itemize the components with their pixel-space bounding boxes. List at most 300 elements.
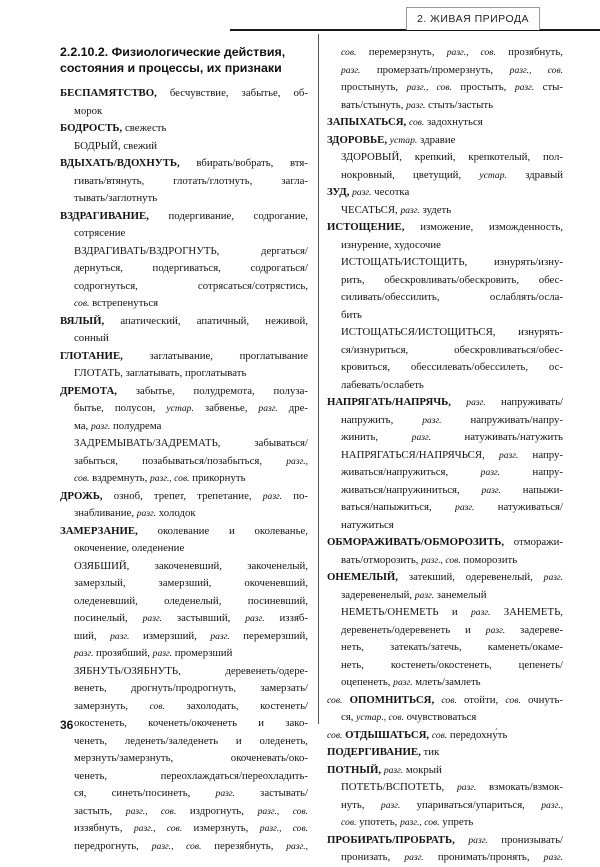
entry-text: сотрясение [74,227,126,239]
dictionary-line [327,97,563,115]
entry-text: поморозить [460,553,518,566]
entry-text: бытье, полусон, [74,402,167,414]
usage-label: разг. [110,630,130,642]
dictionary-line [327,359,563,377]
entry-text: дре- [277,402,308,414]
entry-text: ВЗДРАГИВАТЬ/ВЗДРОГНУТЬ, дергаться/ [74,244,308,257]
entry-text: знабливание, [74,507,137,519]
usage-label: разг. [383,764,404,776]
dictionary-line [327,237,563,255]
dictionary-line [327,779,563,797]
entry-text: мокрый [403,763,442,776]
entry-text: жинить, [341,431,412,443]
usage-label: разг., сов. [259,823,308,834]
entry-text: иззябнуть, [74,822,134,834]
entry-text: гивать/втянуть, глотать/глотнуть, загла- [74,174,308,187]
usage-label: разг. [498,449,519,461]
entry-text: свежесть [122,122,167,134]
entry-text: задереве- [505,623,563,636]
entry-text: измерзший, [129,629,211,642]
dictionary-line [327,814,563,832]
section-title-line-1: 2.2.10.2. Физиологические действия, [60,45,286,59]
dictionary-line [327,342,563,360]
usage-label: разг. [258,403,278,414]
usage-label: разг. [414,589,435,601]
entry-text: напру- [518,448,563,461]
entry-text: забвенье, [193,402,259,414]
dictionary-line [60,365,308,383]
entry-text: задеревенелый, [341,588,415,601]
dictionary-line [60,768,308,786]
entry-text: здравый [506,168,563,181]
entry-text: лабевать/ослабеть [341,378,424,391]
running-head-label: 2. ЖИВАЯ ПРИРОДА [406,7,540,30]
entry-text: деревенеть/одеревенеть и [341,623,486,636]
entry-text: ГЛОТАТЬ, заглатывать, проглатывать [74,367,247,379]
entry-text: изнурение, худосочие [341,238,441,251]
entry-text: вздремнуть, [89,472,150,484]
entry-text: ся, [341,711,357,723]
dictionary-line [60,260,308,278]
dictionary-line [60,523,308,541]
entry-text: зудеть [419,203,452,216]
right-column [327,44,563,867]
headword: ВЯЛЫЙ, [60,314,105,327]
dictionary-line [60,295,308,313]
entry-text: ОЗЯБШИЙ, закоченевший, закоченелый, [74,559,308,572]
entry-text: силивать/обессилить, ослаблять/осла- [341,291,563,303]
headword: ЗАМЕРЗАНИЕ, [60,524,138,537]
usage-label: разг. [152,648,172,659]
entry-text: вать/отморозить, [341,553,422,566]
entry-text: перемерзнуть, [356,46,447,58]
dictionary-line [327,307,563,325]
usage-label: разг., сов. [509,64,563,76]
entry-text: оцепенеть, [341,676,394,688]
dictionary-line [327,149,563,167]
dictionary-line [327,464,563,482]
usage-label: разг. [468,834,488,846]
dictionary-line [327,797,563,815]
page-number: 36 [60,718,74,732]
usage-label: разг., сов. [446,47,496,58]
usage-label: разг. [481,484,501,496]
dictionary-line [60,85,308,103]
usage-label: сов. [327,729,343,741]
usage-label: разг. [543,852,563,863]
usage-label: разг. [455,502,475,513]
usage-label: сов. [505,694,521,706]
usage-label: разг. [136,508,157,519]
entry-text: содрогнуться, сотрясаться/сотрястись, [74,279,308,292]
dictionary-line [60,663,308,681]
headword: ДРОЖЬ, [60,489,103,502]
entry-text: заглатывание, проглатывание [122,349,308,362]
usage-label: сов. [74,298,90,309]
dictionary-line [60,453,308,471]
dictionary-line [327,849,563,867]
entry-text: холодок [156,507,196,519]
headword: ОТДЫШАТЬСЯ, [345,728,430,741]
usage-label: разг. [466,397,486,408]
usage-label: сов. [341,47,357,58]
entry-text: околевание и околеванье, [137,524,308,537]
dictionary-line [60,838,308,856]
entry-text: забыться, позабываться/позабыться, [74,454,287,467]
usage-label: разг. [411,432,431,443]
entry-text: вать/стынуть, [341,98,407,111]
entry-text: полудрема [110,419,162,432]
dictionary-line [327,709,563,727]
entry-text: отморажи- [504,536,563,548]
entry-text: НЕМЕТЬ/ОНЕМЕТЬ и [341,606,471,618]
entry-text: ший, [74,629,111,642]
entry-text: дернуться, подергиваться, содрогаться/ [74,262,308,274]
dictionary-line [60,785,308,803]
dictionary-line [327,482,563,500]
dictionary-line [327,394,563,412]
dictionary-line [60,190,308,208]
usage-label: разг., [541,799,563,811]
entry-text: ваться/напыжиться, [341,501,456,513]
dictionary-line [327,412,563,430]
usage-label: сов. [74,473,90,484]
usage-label: разг. [480,467,501,478]
entry-text: натуживать/натужить [431,431,563,443]
usage-label: сов. [327,694,343,706]
dictionary-line [327,622,563,640]
usage-label: разг. [543,572,563,583]
dictionary-line [327,324,563,342]
entry-text [451,396,466,408]
dictionary-line [60,488,308,506]
dictionary-line [60,400,308,418]
entry-text: замерзлый, замерзший, окоченевший, [74,577,308,589]
dictionary-line [60,645,308,663]
entry-text: живаться/напружиниться, [341,483,482,496]
headword: ГЛОТАНИЕ, [60,349,123,362]
entry-text: напруживать/ [485,396,563,408]
usage-label: разг. [262,490,283,502]
dictionary-line [60,575,308,593]
dictionary-line [327,184,563,202]
dictionary-line [327,62,563,80]
headword: ОНЕМЕЛЫЙ, [327,571,398,583]
usage-label: разг. [485,624,506,636]
entry-text: ЗАНЕМЕТЬ, [490,606,563,618]
entry-text: прикорнуть [189,472,246,484]
dictionary-line [327,674,563,692]
entry-text: нокровный, цветущий, [341,168,480,181]
dictionary-line [327,657,563,675]
entry-text: взмокать/взмок- [476,781,563,793]
dictionary-line [60,435,308,453]
headword: ЗУД, [327,186,350,198]
entry-text: очувствоваться [403,711,477,723]
left-column [60,44,308,855]
dictionary-line [327,132,563,150]
dictionary-line [60,610,308,628]
entry-text: пронимать/пронять, [423,851,544,863]
usage-label: разг. [352,187,372,198]
dictionary-line [60,628,308,646]
usage-label: сов. [408,117,425,128]
entry-text [455,834,469,846]
headword: БЕСПАМЯТСТВО, [60,87,157,99]
usage-label: устар. [166,403,194,414]
entry-text: изможение, изможденность, [404,221,563,233]
entry-text: НАПРЯГАТЬСЯ/НАПРЯЧЬСЯ, [341,448,499,461]
dictionary-line [327,692,563,710]
dictionary-line [327,727,563,745]
usage-label: разг., сов. [133,823,183,834]
entry-text: упариваться/упариться, [400,798,542,811]
dictionary-line [327,429,563,447]
usage-label: разг., сов. [400,817,440,828]
entry-text: напру- [500,466,563,478]
usage-label: разг., сов. [421,554,461,566]
dictionary-line [60,243,308,261]
headword: НАПРЯГАТЬ/НАПРЯЧЬ, [327,396,451,408]
entry-text: простыть, [451,81,515,93]
entry-text: сты- [534,81,563,93]
dictionary-line [327,79,563,97]
entry-text: прозябший, [93,647,153,659]
entry-text: ЗЯБНУТЬ/ОЗЯБНУТЬ, деревенеть/одере- [74,664,308,677]
usage-label: разг. [404,852,424,863]
entry-text: окоченение, оледенение [74,542,185,554]
entry-text: посинелый, [74,612,143,624]
entry-text: застывать/ [234,787,308,799]
entry-text: простынуть, [341,81,407,93]
entry-text: пронизать, [341,851,405,863]
entry-text: издрогнуть, [176,804,258,817]
headword: ЗАПЫХАТЬСЯ, [327,116,407,128]
entry-text: встрепенуться [89,297,159,309]
usage-label: сов. [441,694,457,706]
usage-label: устар. [479,169,507,181]
dictionary-line [327,219,563,237]
entry-text: чесотка [371,186,410,198]
entry-text: бить [341,308,362,321]
dictionary-line [60,505,308,523]
dictionary-line [327,167,563,185]
usage-label: разг. [514,82,535,93]
entry-text: ма, [74,419,91,432]
dictionary-line [60,330,308,348]
usage-label: разг., [286,455,308,467]
headword: ВДЫХАТЬ/ВДОХНУТЬ, [60,157,180,169]
entry-text: ЗДОРОВЫЙ, крепкий, крепкотелый, пол- [341,151,563,163]
dictionary-line [60,680,308,698]
entry-text: занемелый [434,588,487,601]
entry-text: кровиться, обессилевать/обессилеть, ос- [341,361,563,373]
dictionary-line [327,604,563,622]
headword: ПОТНЫЙ, [327,763,382,776]
dictionary-line [60,103,308,121]
usage-label: разг., [286,840,308,852]
entry-text: очнуть- [520,693,563,706]
entry-text: морок [74,104,103,117]
entry-text: напружить, [341,413,423,426]
entry-text: забытье, полудремота, полуза- [116,384,308,397]
dictionary-line [327,569,563,587]
dictionary-line [327,639,563,657]
entry-text: ся, синеть/посинеть, [74,787,216,799]
usage-label: разг., сов. [125,805,177,817]
entry-text: нуть, [341,798,381,811]
dictionary-line [327,254,563,272]
usage-label: разг. [400,204,420,216]
dictionary-line [60,173,308,191]
entry-text: передохну́ть [447,728,508,741]
entry-text: тывать/заглотнуть [74,192,158,204]
dictionary-line [327,744,563,762]
headword: ВЗДРАГИВАНИЕ, [60,209,149,222]
entry-text: передрогнуть, [74,839,152,852]
dictionary-line [327,377,563,395]
dictionary-line [327,517,563,535]
headword: ПОДЕРГИВАНИЕ, [327,746,421,758]
usage-label: устар., сов. [356,712,404,723]
usage-label: разг. [215,788,235,799]
dictionary-line [327,832,563,850]
dictionary-line [60,120,308,138]
entry-text: венеть, дрогнуть/продрогнуть, замерзать/ [74,682,308,694]
usage-label: разг. [341,64,361,76]
usage-label: разг., сов. [151,840,202,852]
entry-text: стыть/застыть [425,98,494,111]
dictionary-line [327,534,563,552]
usage-label: разг., сов. [257,805,308,817]
entry-text: измерзнуть, [182,822,260,834]
entry-text: напруживать/напру- [441,413,563,426]
entry-text: отойти, [456,693,506,706]
entry-text: промерзать/промерзнуть, [360,63,510,76]
entry-text: апатический, апатичный, неживой, [104,314,308,327]
entry-text: здравие [417,133,456,146]
entry-text: по- [282,489,308,502]
entry-text: вбирать/вобрать, втя- [179,157,308,169]
dictionary-line [60,733,308,751]
entry-text [342,694,349,706]
headword: ОБМОРАЖИВАТЬ/ОБМОРОЗИТЬ, [327,536,505,548]
usage-label: разг. [142,613,162,624]
entry-text: ЗАДРЕМЫВАТЬ/ЗАДРЕМАТЬ, забываться/ [74,437,308,449]
entry-text: ся/изнуриться, обескровливаться/обес- [341,343,563,356]
entry-text: употеть, [356,816,401,828]
entry-text: озноб, трепет, трепетание, [102,489,263,502]
usage-label: сов. [341,817,357,828]
entry-text: ИСТОЩАТЬСЯ/ИСТОЩИТЬСЯ, изнурять- [341,326,563,338]
usage-label: сов. [149,700,165,712]
entry-text: упреть [439,816,474,828]
entry-text: неть, костенеть/окостенеть, цепенеть/ [341,658,563,671]
usage-label: разг. [393,677,413,688]
headword: ЗДОРОВЬЕ, [327,133,388,146]
entry-text: напыжи- [500,483,563,496]
dictionary-line [60,313,308,331]
dictionary-line [327,762,563,780]
dictionary-line [60,750,308,768]
dictionary-line [327,272,563,290]
entry-text: сонный [74,332,109,344]
section-title-line-2: состояния и процессы, их признаки [60,61,282,75]
usage-label: разг. [456,782,477,793]
entry-text: захолодать, костенеть/ [164,699,308,712]
dictionary-line [60,593,308,611]
usage-label: разг. [74,648,94,659]
section-title [60,44,308,76]
entry-text: натужиться [341,518,394,531]
usage-label: разг. [471,607,491,618]
entry-text: застыть, [74,804,126,817]
dictionary-line [60,803,308,821]
usage-label: разг. [90,420,111,432]
entry-text: задохнуться [424,116,483,128]
entry-text: живаться/напружиться, [341,466,481,478]
entry-text: перезябнуть, [201,839,287,852]
dictionary-line [60,138,308,156]
usage-label: разг. [380,799,401,811]
dictionary-line [60,470,308,488]
headword: ОПОМНИТЬСЯ, [349,693,435,706]
entry-text: ИСТОЩАТЬ/ИСТОЩИТЬ, изнурять/изну- [341,256,563,268]
usage-label: разг. [406,99,426,111]
dictionary-line [327,44,563,62]
dictionary-line [60,208,308,226]
entry-text: неть, затекать/затечь, каменеть/окаме- [341,641,563,653]
entry-text: промерзший [172,647,233,659]
dictionary-line [60,418,308,436]
entry-text: перемерзший, [229,629,308,642]
headword: ПРОБИРАТЬ/ПРОБРАТЬ, [327,833,455,846]
dictionary-line [60,383,308,401]
running-header [230,0,600,32]
dictionary-line [327,289,563,307]
entry-text: ченеть, леденеть/заледенеть и оледенеть, [74,734,308,747]
dictionary-line [60,540,308,558]
dictionary-line [60,698,308,716]
dictionary-line [327,202,563,220]
entry-text: прозябнуть, [495,46,563,58]
entry-text: ПОТЕТЬ/ВСПОТЕТЬ, [341,781,457,793]
entry-text: подергивание, содрогание, [148,209,308,222]
entry-text: застывший, [161,612,246,624]
entry-text: окостенеть, коченеть/окоченеть и зако- [74,717,308,729]
dictionary-line [327,587,563,605]
dictionary-line [60,225,308,243]
dictionary-line [327,114,563,132]
entry-text: пронизывать/ [487,833,563,846]
dictionary-line [60,348,308,366]
dictionary-line [60,558,308,576]
dictionary-line [60,155,308,173]
dictionary-line [60,278,308,296]
usage-label: разг. [245,613,265,624]
entry-text: БОДРЫЙ, свежий [74,139,158,152]
usage-label: разг. [422,414,442,426]
usage-label: устар. [389,134,418,146]
headword: БОДРОСТЬ, [60,122,123,134]
dictionary-line [327,552,563,570]
entry-text: оледеневший, оледенелый, посиневший, [74,594,308,607]
entry-text: натуживаться/ [474,501,563,513]
entry-text: ЧЕСАТЬСЯ, [341,203,401,216]
dictionary-line [327,499,563,517]
entry-text: млеть/замлеть [412,676,481,688]
entry-text: замерзнуть, [74,699,150,712]
